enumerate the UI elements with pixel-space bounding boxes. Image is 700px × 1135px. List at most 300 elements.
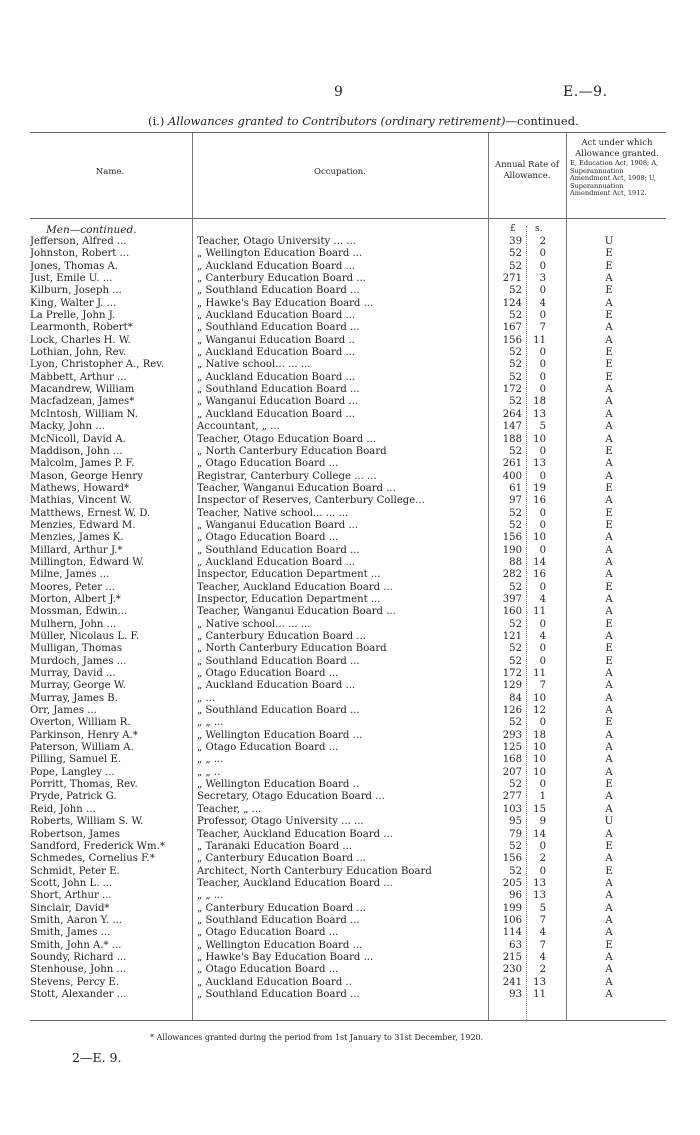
row-shillings: 12 <box>533 705 546 717</box>
row-pounds: 63 <box>509 939 522 951</box>
row-pounds: 88 <box>509 556 522 568</box>
table-row <box>0 446 700 458</box>
row-pounds: 215 <box>502 951 522 963</box>
row-name: Mabbett, Arthur ... <box>30 371 127 383</box>
row-shillings: 0 <box>539 840 546 852</box>
row-shillings: 9 <box>539 816 546 828</box>
row-act: A <box>605 495 613 507</box>
row-occupation: „ „ ... <box>197 717 224 729</box>
table-row <box>0 804 700 816</box>
row-act: U <box>604 236 614 247</box>
table-row <box>0 853 700 865</box>
row-pounds: 79 <box>509 828 522 840</box>
row-name: Pope, Langley ... <box>30 766 115 778</box>
row-act: A <box>605 803 613 815</box>
table-row <box>0 643 700 655</box>
table-row <box>0 717 700 729</box>
row-occupation: „ Wellington Education Board ... <box>197 248 363 260</box>
row-act: A <box>605 853 613 865</box>
row-shillings: 0 <box>539 260 546 272</box>
table-row <box>0 767 700 779</box>
row-shillings: 10 <box>533 754 546 766</box>
row-act: A <box>605 322 613 334</box>
row-name: Reid, John ... <box>30 803 96 815</box>
row-act: A <box>605 742 613 754</box>
row-occupation: „ Auckland Education Board ... <box>197 680 356 692</box>
row-pounds: 52 <box>509 260 522 272</box>
row-name: Macfadzean, James* <box>30 396 135 408</box>
row-occupation: „ Hawke's Bay Education Board ... <box>197 951 374 963</box>
row-pounds: 52 <box>509 643 522 655</box>
row-occupation: „ Auckland Education Board ... <box>197 408 356 420</box>
row-shillings: 0 <box>539 384 546 396</box>
row-act: E <box>605 717 613 729</box>
row-pounds: 93 <box>509 988 522 1000</box>
row-pounds: 230 <box>502 964 522 976</box>
row-act: A <box>605 668 613 680</box>
table-top-rule <box>30 132 666 133</box>
row-pounds: 52 <box>509 581 522 593</box>
row-pounds: 52 <box>509 840 522 852</box>
table-row <box>0 594 700 606</box>
row-shillings: 13 <box>533 890 546 902</box>
table-row <box>0 915 700 927</box>
row-act: A <box>605 964 613 976</box>
row-pounds: 52 <box>509 371 522 383</box>
row-name: Short, Arthur ... <box>30 890 112 902</box>
row-act: A <box>605 421 613 433</box>
table-row <box>0 335 700 347</box>
row-shillings: 10 <box>533 766 546 778</box>
row-occupation: „ Wellington Education Board ... <box>197 939 363 951</box>
row-name: Macandrew, William <box>30 384 135 396</box>
row-name: Milne, James ... <box>30 569 110 581</box>
row-pounds: 52 <box>509 347 522 359</box>
row-shillings: 4 <box>539 297 546 309</box>
row-occupation: Inspector, Education Department ... <box>197 569 381 581</box>
row-shillings: 16 <box>533 569 546 581</box>
row-occupation: „ Canterbury Education Board ... <box>197 631 366 642</box>
row-act: A <box>605 705 613 717</box>
row-shillings: 10 <box>533 742 546 754</box>
table-row <box>0 816 700 828</box>
row-name: Sandford, Frederick Wm.* <box>30 840 165 852</box>
table-row <box>0 705 700 717</box>
table-row <box>0 471 700 483</box>
row-occupation: Inspector of Reserves, Canterbury College... <box>197 495 425 507</box>
row-act: A <box>605 988 613 1000</box>
row-pounds: 205 <box>502 877 522 889</box>
row-shillings: 0 <box>539 519 546 531</box>
row-shillings: 2 <box>539 853 546 865</box>
row-occupation: „ Auckland Education Board .. <box>197 976 352 988</box>
row-occupation: Secretary, Otago Education Board ... <box>197 791 385 803</box>
table-row <box>0 656 700 668</box>
table-row <box>0 557 700 569</box>
row-pounds: 160 <box>502 606 522 618</box>
row-occupation: Teacher, Otago University ... ... <box>197 236 356 247</box>
row-act: E <box>605 840 613 852</box>
row-act: A <box>605 384 613 396</box>
row-name: La Prelle, John J. <box>30 310 116 322</box>
row-occupation: Teacher, Wanganui Education Board ... <box>197 606 396 618</box>
row-act: A <box>605 458 613 470</box>
row-name: Parkinson, Henry A.* <box>30 729 138 741</box>
row-pounds: 397 <box>502 593 522 605</box>
row-name: Mathias, Vincent W. <box>30 495 132 507</box>
row-shillings: 0 <box>539 618 546 630</box>
row-name: Maddison, John ... <box>30 445 123 457</box>
row-act: A <box>605 877 613 889</box>
row-pounds: 271 <box>502 273 522 285</box>
row-act: E <box>605 618 613 630</box>
table-row <box>0 668 700 680</box>
row-occupation: „ Otago Education Board ... <box>197 458 339 470</box>
row-name: Stott, Alexander ... <box>30 988 127 1000</box>
row-pounds: 199 <box>502 902 522 914</box>
row-name: Smith, John A.* ... <box>30 939 122 951</box>
row-pounds: 156 <box>502 853 522 865</box>
row-name: Learmonth, Robert* <box>30 322 133 334</box>
row-shillings: 13 <box>533 976 546 988</box>
table-row <box>0 508 700 520</box>
row-occupation: „ Southland Education Board ... <box>197 322 360 334</box>
table-row <box>0 829 700 841</box>
table-row <box>0 693 700 705</box>
row-pounds: 282 <box>502 569 522 581</box>
row-shillings: 0 <box>539 581 546 593</box>
row-name: Menzies, James K. <box>30 532 124 544</box>
row-shillings: 0 <box>539 359 546 371</box>
row-act: A <box>605 729 613 741</box>
row-occupation: „ Southland Education Board ... <box>197 988 360 1000</box>
table-row <box>0 322 700 334</box>
row-act: E <box>605 359 613 371</box>
table-row <box>0 841 700 853</box>
row-act: E <box>605 445 613 457</box>
row-act: A <box>605 680 613 692</box>
row-act: A <box>605 556 613 568</box>
row-occupation: „ Southland Education Board ... <box>197 285 360 297</box>
row-occupation: Teacher, Auckland Education Board ... <box>197 581 393 593</box>
row-shillings: 2 <box>539 964 546 976</box>
table-row <box>0 964 700 976</box>
table-row <box>0 458 700 470</box>
row-shillings: 4 <box>539 631 546 642</box>
row-act: A <box>605 569 613 581</box>
row-shillings: 11 <box>533 334 546 346</box>
row-pounds: 84 <box>509 692 522 704</box>
table-row <box>0 878 700 890</box>
row-pounds: 52 <box>509 519 522 531</box>
row-shillings: 10 <box>533 433 546 445</box>
row-shillings: 7 <box>539 914 546 926</box>
row-name: Orr, James ... <box>30 705 97 717</box>
row-occupation: „ Auckland Education Board ... <box>197 260 356 272</box>
row-name: Mulligan, Thomas <box>30 643 122 655</box>
row-shillings: 11 <box>533 668 546 680</box>
row-name: Murray, David ... <box>30 668 116 680</box>
row-occupation: „ Otago Education Board ... <box>197 927 339 939</box>
row-pounds: 52 <box>509 396 522 408</box>
row-act: A <box>605 766 613 778</box>
row-occupation: Architect, North Canterbury Education Board <box>197 865 432 877</box>
table-row <box>0 619 700 631</box>
row-occupation: Inspector, Education Department ... <box>197 593 381 605</box>
row-pounds: 95 <box>509 816 522 828</box>
row-name: Murray, George W. <box>30 680 126 692</box>
row-occupation: „ Otago Education Board ... <box>197 668 339 680</box>
row-pounds: 114 <box>502 927 522 939</box>
row-name: Murdoch, James ... <box>30 655 127 667</box>
table-row <box>0 409 700 421</box>
row-act: A <box>605 470 613 482</box>
row-shillings: 5 <box>539 421 546 433</box>
row-pounds: 52 <box>509 285 522 297</box>
row-name: Sinclair, David* <box>30 902 110 914</box>
caption-suffix: —continued. <box>505 114 579 128</box>
row-shillings: 0 <box>539 285 546 297</box>
row-shillings: 10 <box>533 692 546 704</box>
row-pounds: 277 <box>502 791 522 803</box>
row-shillings: 15 <box>533 803 546 815</box>
row-act: A <box>605 951 613 963</box>
row-act: E <box>605 310 613 322</box>
row-shillings: 7 <box>539 680 546 692</box>
row-pounds: 156 <box>502 532 522 544</box>
table-row <box>0 248 700 260</box>
row-shillings: 5 <box>539 902 546 914</box>
row-act: A <box>605 593 613 605</box>
row-act: A <box>605 408 613 420</box>
allowance-rows <box>0 236 700 1001</box>
table-row <box>0 890 700 902</box>
row-name: Smith, Aaron Y. ... <box>30 914 123 926</box>
row-pounds: 172 <box>502 384 522 396</box>
row-pounds: 106 <box>502 914 522 926</box>
row-shillings: 13 <box>533 877 546 889</box>
row-occupation: „ Wanganui Education Board ... <box>197 396 359 408</box>
row-shillings: 10 <box>533 532 546 544</box>
row-shillings: 3 <box>539 273 546 285</box>
row-occupation: Teacher, Auckland Education Board ... <box>197 828 393 840</box>
row-occupation: „ Southland Education Board ... <box>197 705 360 717</box>
row-shillings: 1 <box>539 791 546 803</box>
table-row <box>0 903 700 915</box>
row-shillings: 0 <box>539 371 546 383</box>
row-shillings: 0 <box>539 347 546 359</box>
document-reference: E.—9. <box>563 84 608 100</box>
row-shillings: 18 <box>533 396 546 408</box>
table-row <box>0 631 700 643</box>
row-pounds: 52 <box>509 655 522 667</box>
row-occupation: „ Otago Education Board ... <box>197 964 339 976</box>
row-name: Morton, Albert J.* <box>30 593 121 605</box>
table-caption <box>148 114 579 128</box>
table-row <box>0 989 700 1001</box>
header-rate: Annual Rate of Allowance. <box>494 160 560 181</box>
row-name: Pilling, Samuel E. <box>30 754 122 766</box>
row-name: Menzies, Edward M. <box>30 519 136 531</box>
row-name: Malcolm, James P. F. <box>30 458 135 470</box>
row-act: E <box>605 643 613 655</box>
row-name: Schmedes, Cornelius F.* <box>30 853 155 865</box>
table-row <box>0 730 700 742</box>
row-shillings: 4 <box>539 951 546 963</box>
row-act: A <box>605 396 613 408</box>
shillings-symbol: s. <box>535 224 543 234</box>
row-occupation: „ Canterbury Education Board ... <box>197 273 366 285</box>
row-pounds: 52 <box>509 865 522 877</box>
table-row <box>0 680 700 692</box>
row-pounds: 61 <box>509 482 522 494</box>
header-act-legend: E, Education Act, 1908; A, Superannuation Amendment Act, 1908; U, Superannuation Amendment Act, 1912. <box>570 159 659 198</box>
page-number: 9 <box>334 84 343 100</box>
row-pounds: 39 <box>509 236 522 247</box>
row-name: Mathews, Howard* <box>30 482 129 494</box>
row-shillings: 13 <box>533 458 546 470</box>
row-occupation: „ Southland Education Board ... <box>197 914 360 926</box>
row-act: E <box>605 260 613 272</box>
row-name: Lothian, John, Rev. <box>30 347 127 359</box>
row-shillings: 7 <box>539 939 546 951</box>
caption-prefix: (i.) <box>148 114 168 128</box>
row-shillings: 14 <box>533 556 546 568</box>
row-name: Murray, James B. <box>30 692 118 704</box>
row-occupation: „ Southland Education Board ... <box>197 655 360 667</box>
row-name: Paterson, William A. <box>30 742 134 754</box>
row-occupation: „ Southland Education Board ... <box>197 544 360 556</box>
row-name: Soundy, Richard ... <box>30 951 127 963</box>
row-name: Stevens, Percy E. <box>30 976 119 988</box>
header-bottom-rule <box>30 218 666 219</box>
table-row <box>0 434 700 446</box>
row-act: A <box>605 692 613 704</box>
table-row <box>0 977 700 989</box>
row-pounds: 124 <box>502 297 522 309</box>
row-pounds: 52 <box>509 310 522 322</box>
row-shillings: 7 <box>539 322 546 334</box>
row-pounds: 168 <box>502 754 522 766</box>
row-name: King, Walter J. ... <box>30 297 117 309</box>
row-occupation: Registrar, Canterbury College ... ... <box>197 470 377 482</box>
table-row <box>0 545 700 557</box>
row-occupation: „ Native school... ... ... <box>197 359 311 371</box>
table-row <box>0 372 700 384</box>
row-act: A <box>605 791 613 803</box>
table-row <box>0 582 700 594</box>
row-pounds: 103 <box>502 803 522 815</box>
row-shillings: 0 <box>539 470 546 482</box>
row-act: A <box>605 334 613 346</box>
row-name: Matthews, Ernest W. D. <box>30 507 151 519</box>
row-occupation: „ Otago Education Board ... <box>197 742 339 754</box>
row-shillings: 0 <box>539 544 546 556</box>
row-occupation: „ Auckland Education Board ... <box>197 347 356 359</box>
row-pounds: 52 <box>509 507 522 519</box>
row-occupation: Teacher, Otago Education Board ... <box>197 433 377 445</box>
row-pounds: 293 <box>502 729 522 741</box>
row-act: E <box>605 779 613 791</box>
row-occupation: „ „ ... <box>197 890 224 902</box>
header-act: Act under which Allowance granted. <box>575 138 659 159</box>
row-name: Pryde, Patrick G. <box>30 791 117 803</box>
row-act: E <box>605 865 613 877</box>
row-pounds: 241 <box>502 976 522 988</box>
row-shillings: 0 <box>539 507 546 519</box>
row-pounds: 167 <box>502 322 522 334</box>
row-name: Moores, Peter ... <box>30 581 115 593</box>
row-occupation: Teacher, Wanganui Education Board ... <box>197 482 396 494</box>
table-row <box>0 347 700 359</box>
pounds-symbol: £ <box>510 224 516 234</box>
row-name: Mossman, Edwin... <box>30 606 128 618</box>
row-name: Lock, Charles H. W. <box>30 334 131 346</box>
row-shillings: 0 <box>539 655 546 667</box>
row-pounds: 52 <box>509 248 522 260</box>
table-row <box>0 952 700 964</box>
row-pounds: 126 <box>502 705 522 717</box>
row-name: Scott, John L. ... <box>30 877 113 889</box>
row-act: A <box>605 927 613 939</box>
row-shillings: 0 <box>539 865 546 877</box>
row-act: A <box>605 544 613 556</box>
row-shillings: 0 <box>539 310 546 322</box>
row-shillings: 0 <box>539 717 546 729</box>
row-pounds: 129 <box>502 680 522 692</box>
row-name: Müller, Nicolaus L. F. <box>30 631 140 642</box>
row-pounds: 156 <box>502 334 522 346</box>
row-occupation: „ „ ... <box>197 754 224 766</box>
row-occupation: Teacher, „ ... <box>197 803 262 815</box>
row-act: A <box>605 433 613 445</box>
row-occupation: „ Wellington Education Board ... <box>197 729 363 741</box>
table-row <box>0 927 700 939</box>
footnote: * Allowances granted during the period from 1st January to 31st December, 1920. <box>150 1033 484 1042</box>
header-name: Name. <box>95 167 125 177</box>
row-name: Lyon, Christopher A., Rev. <box>30 359 164 371</box>
row-act: E <box>605 655 613 667</box>
row-pounds: 172 <box>502 668 522 680</box>
row-occupation: „ Hawke's Bay Education Board ... <box>197 297 374 309</box>
row-occupation: „ North Canterbury Education Board <box>197 643 387 655</box>
table-row <box>0 791 700 803</box>
row-occupation: „ Canterbury Education Board ... <box>197 853 366 865</box>
table-row <box>0 520 700 532</box>
row-name: Jefferson, Alfred ... <box>30 236 127 247</box>
table-row <box>0 754 700 766</box>
row-pounds: 97 <box>509 495 522 507</box>
row-act: A <box>605 828 613 840</box>
table-row <box>0 359 700 371</box>
table-row <box>0 483 700 495</box>
row-occupation: „ Canterbury Education Board ... <box>197 902 366 914</box>
table-row <box>0 310 700 322</box>
row-pounds: 188 <box>502 433 522 445</box>
table-bottom-rule <box>30 1020 666 1021</box>
table-row <box>0 866 700 878</box>
table-row <box>0 742 700 754</box>
row-occupation: „ Taranaki Education Board ... <box>197 840 353 852</box>
row-shillings: 11 <box>533 988 546 1000</box>
row-shillings: 16 <box>533 495 546 507</box>
row-act: U <box>604 816 614 828</box>
row-occupation: „ Wanganui Education Board ... <box>197 519 359 531</box>
row-occupation: Professor, Otago University ... ... <box>197 816 364 828</box>
row-act: E <box>605 939 613 951</box>
row-name: Macky, John ... <box>30 421 105 433</box>
row-act: E <box>605 581 613 593</box>
